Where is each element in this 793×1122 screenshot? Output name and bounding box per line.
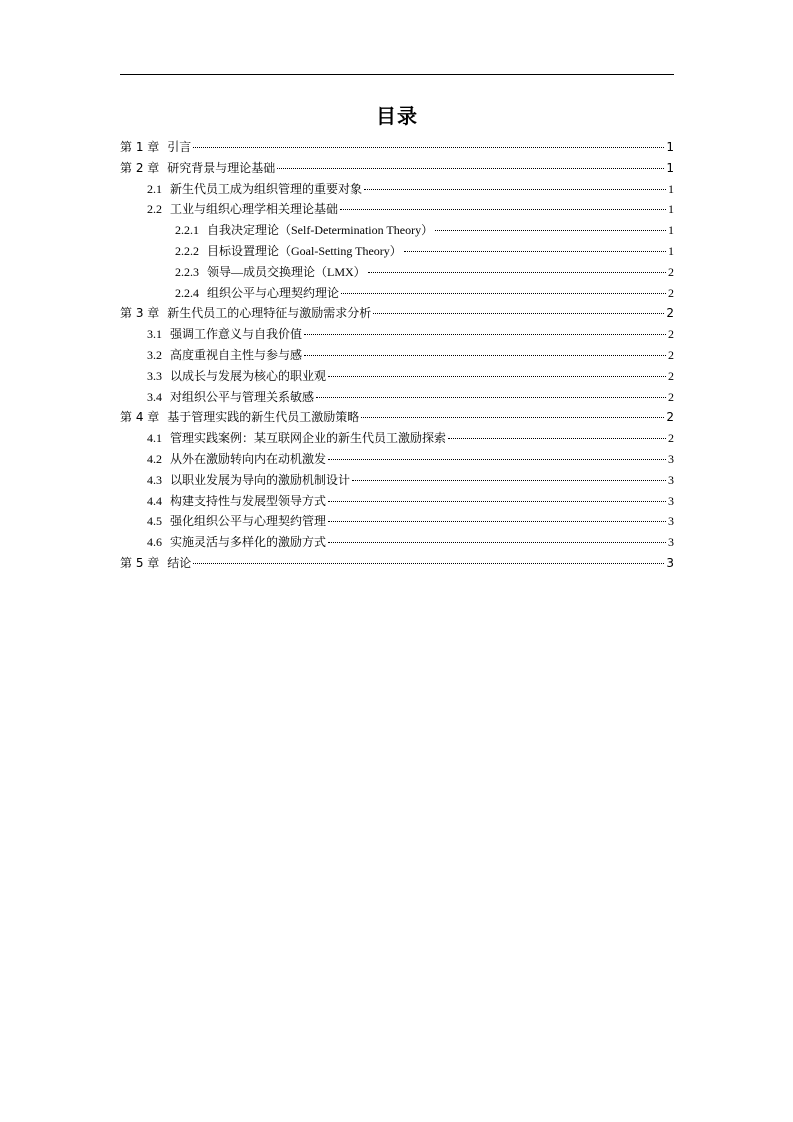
toc-entry[interactable] xyxy=(120,241,674,262)
dot-leader xyxy=(304,334,666,335)
toc-entry-page-number: 2 xyxy=(666,306,674,321)
toc-entry-number: 3.1 xyxy=(147,327,162,342)
toc-entry-number: 第 4 章 xyxy=(120,410,160,425)
dot-leader xyxy=(404,251,666,252)
dot-leader xyxy=(352,480,666,481)
toc-entry-page-number: 1 xyxy=(668,243,674,258)
toc-entry[interactable] xyxy=(120,511,674,532)
toc-entry-label: 管理实践案例：某互联网企业的新生代员工激励探索 xyxy=(170,431,447,446)
toc-entry-label: 新生代员工的心理特征与激励需求分析 xyxy=(167,306,372,321)
toc-entry-page-number: 2 xyxy=(668,347,674,362)
toc-entry-page-number: 3 xyxy=(668,472,674,487)
dot-leader xyxy=(328,501,666,502)
toc-entry-page-number: 2 xyxy=(666,410,674,425)
toc-entry[interactable] xyxy=(120,449,674,470)
toc-entry-page-number: 3 xyxy=(668,493,674,508)
toc-entry-page-number: 1 xyxy=(668,223,674,238)
toc-entry-page-number: 3 xyxy=(668,451,674,466)
toc-entry-number: 4.3 xyxy=(147,472,162,487)
toc-entry[interactable] xyxy=(120,137,674,158)
dot-leader xyxy=(435,230,666,231)
toc-entry-label: 对组织公平与管理关系敏感 xyxy=(170,389,315,404)
toc-entry-page-number: 2 xyxy=(668,431,674,446)
toc-entry-label: 构建支持性与发展型领导方式 xyxy=(170,493,327,508)
dot-leader xyxy=(361,417,664,418)
toc-entry[interactable] xyxy=(120,407,674,428)
toc-entry[interactable] xyxy=(120,199,674,220)
toc-entry[interactable] xyxy=(120,366,674,387)
toc-entry-number: 4.4 xyxy=(147,493,162,508)
toc-entry[interactable] xyxy=(120,262,674,283)
toc-entry-label: 领导—成员交换理论（LMX） xyxy=(207,264,366,279)
dot-leader xyxy=(328,459,666,460)
dot-leader xyxy=(193,563,664,564)
toc-entry-number: 4.2 xyxy=(147,451,162,466)
toc-entry-label: 基于管理实践的新生代员工激励策略 xyxy=(167,410,360,425)
dot-leader xyxy=(341,293,666,294)
table-of-contents xyxy=(120,137,674,574)
toc-entry-label: 高度重视自主性与参与感 xyxy=(170,347,303,362)
toc-entry-label: 以职业发展为导向的激励机制设计 xyxy=(170,472,351,487)
dot-leader xyxy=(277,168,664,169)
toc-entry-page-number: 1 xyxy=(666,160,674,175)
toc-entry-number: 4.5 xyxy=(147,514,162,529)
toc-entry-label: 新生代员工成为组织管理的重要对象 xyxy=(170,181,363,196)
toc-entry-page-number: 2 xyxy=(668,264,674,279)
toc-entry[interactable] xyxy=(120,324,674,345)
dot-leader xyxy=(328,376,666,377)
toc-entry[interactable] xyxy=(120,283,674,304)
toc-entry-number: 第 1 章 xyxy=(120,140,160,154)
toc-entry[interactable] xyxy=(120,158,674,179)
toc-entry-number: 4.6 xyxy=(147,535,162,550)
toc-entry-number: 2.1 xyxy=(147,181,162,196)
toc-entry-number: 2.2.4 xyxy=(175,285,199,300)
toc-entry[interactable] xyxy=(120,491,674,512)
toc-entry-page-number: 1 xyxy=(668,181,674,196)
dot-leader xyxy=(193,147,664,148)
toc-entry[interactable] xyxy=(120,220,674,241)
toc-entry-label: 工业与组织心理学相关理论基础 xyxy=(170,202,339,217)
toc-entry[interactable] xyxy=(120,553,674,574)
toc-entry-label: 实施灵活与多样化的激励方式 xyxy=(170,535,327,550)
toc-entry-page-number: 1 xyxy=(668,202,674,217)
toc-entry-label: 组织公平与心理契约理论 xyxy=(207,285,340,300)
dot-leader xyxy=(368,272,666,273)
toc-entry-page-number: 2 xyxy=(668,285,674,300)
toc-entry[interactable] xyxy=(120,303,674,324)
dot-leader xyxy=(340,209,666,210)
page-title: 目录 xyxy=(376,104,418,128)
header-rule xyxy=(120,74,674,75)
toc-entry-label: 强化组织公平与心理契约管理 xyxy=(170,514,327,529)
toc-entry[interactable] xyxy=(120,470,674,491)
toc-entry-label: 从外在激励转向内在动机激发 xyxy=(170,451,327,466)
toc-entry-number: 4.1 xyxy=(147,431,162,446)
toc-entry-number: 第 5 章 xyxy=(120,555,160,570)
toc-entry-number: 3.4 xyxy=(147,389,162,404)
toc-entry-number: 第 3 章 xyxy=(120,306,160,321)
dot-leader xyxy=(316,397,666,398)
toc-entry-label: 自我决定理论（Self-Determination Theory） xyxy=(207,223,434,238)
toc-entry-label: 目标设置理论（Goal-Setting Theory） xyxy=(207,243,402,258)
toc-entry-number: 3.3 xyxy=(147,368,162,383)
toc-entry-page-number: 3 xyxy=(666,555,674,570)
toc-entry-page-number: 3 xyxy=(668,535,674,550)
toc-entry[interactable] xyxy=(120,532,674,553)
dot-leader xyxy=(364,189,666,190)
toc-entry-page-number: 1 xyxy=(666,140,674,154)
toc-entry-number: 2.2.1 xyxy=(175,223,199,238)
toc-entry-page-number: 2 xyxy=(668,327,674,342)
dot-leader xyxy=(304,355,666,356)
toc-entry-label: 研究背景与理论基础 xyxy=(167,160,276,175)
toc-entry-label: 以成长与发展为核心的职业观 xyxy=(170,368,327,383)
dot-leader xyxy=(328,542,666,543)
toc-entry-page-number: 2 xyxy=(668,389,674,404)
toc-entry-number: 3.2 xyxy=(147,347,162,362)
toc-entry-number: 第 2 章 xyxy=(120,160,160,175)
toc-entry-number: 2.2.2 xyxy=(175,243,199,258)
toc-entry[interactable] xyxy=(120,428,674,449)
dot-leader xyxy=(373,313,664,314)
toc-entry-number: 2.2.3 xyxy=(175,264,199,279)
toc-entry[interactable] xyxy=(120,345,674,366)
toc-entry-label: 结论 xyxy=(167,555,192,570)
toc-entry-label: 强调工作意义与自我价值 xyxy=(170,327,303,342)
dot-leader xyxy=(448,438,666,439)
dot-leader xyxy=(328,521,666,522)
toc-entry[interactable] xyxy=(120,387,674,408)
toc-entry[interactable] xyxy=(120,179,674,200)
toc-entry-page-number: 2 xyxy=(668,368,674,383)
toc-entry-number: 2.2 xyxy=(147,202,162,217)
toc-entry-page-number: 3 xyxy=(668,514,674,529)
toc-entry-label: 引言 xyxy=(167,140,192,154)
